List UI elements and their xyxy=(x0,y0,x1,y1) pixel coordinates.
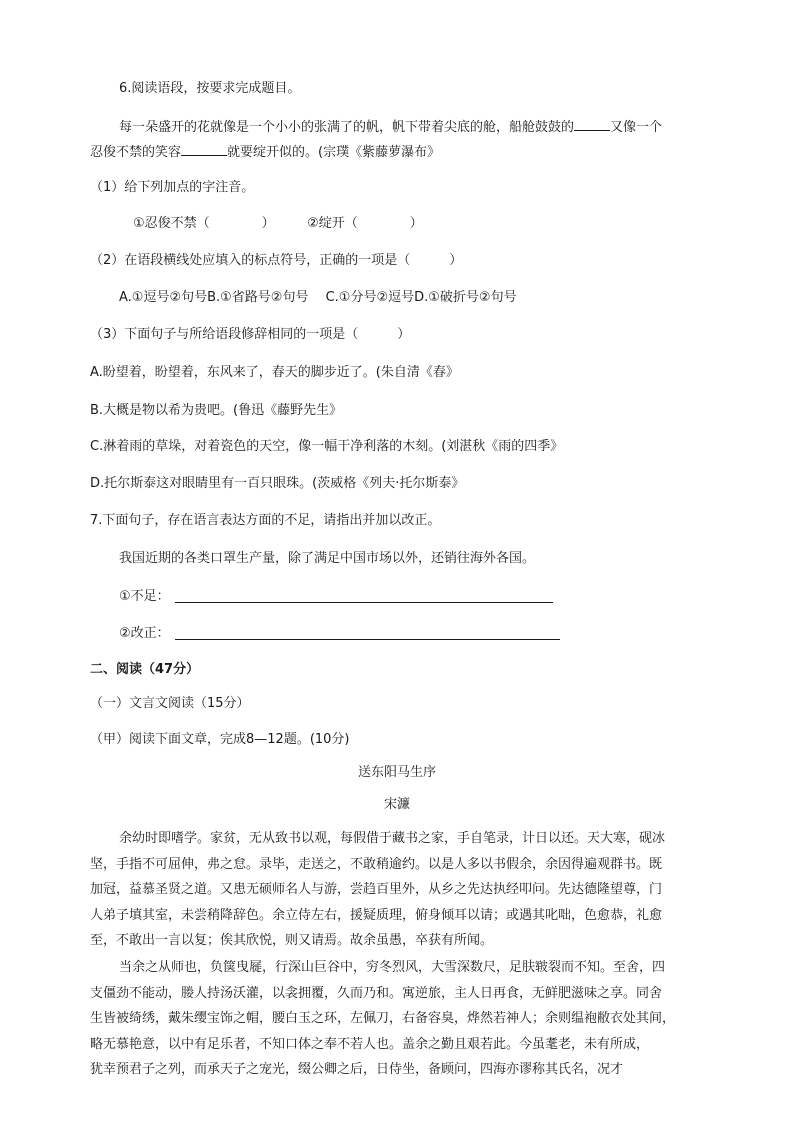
q6-passage-line1-tail: 又像一个 xyxy=(610,120,663,135)
q6-sub1-items: ①忍俊不禁（ ） ②绽开（ ） xyxy=(133,216,423,231)
q6-sub2-options: A.①逗号②句号B.①省路号②句号 C.①分号②逗号D.①破折号②句号 xyxy=(119,290,517,305)
q6-passage-line2-tail: 就要绽开似的。(宗璞《紫藤萝瀑布》 xyxy=(227,145,441,160)
q6-blank-1 xyxy=(574,117,610,131)
essay-p2-line: 犹幸预君子之列，而承天子之宠光，缀公卿之后，日侍坐，备顾问，四海亦谬称其氏名，况才 xyxy=(90,1062,624,1077)
q6-passage-line1 xyxy=(119,117,662,137)
essay-title: 送东阳马生序 xyxy=(357,765,436,780)
q7-title: 7.下面句子，存在语言表达方面的不足，请指出并加以改正。 xyxy=(90,513,441,528)
essay-paragraph-1 xyxy=(90,826,710,954)
essay-p1-line: 加冠，益慕圣贤之道。又患无硕师名人与游，尝趋百里外，从乡之先达执经叩问。先达德隆望尊，门 xyxy=(90,882,663,897)
q7-answer-line-1 xyxy=(175,602,553,603)
q6-option-a: A.盼望着，盼望着，东风来了，春天的脚步近了。(朱自清《春》 xyxy=(90,365,459,380)
q6-sub1: （1）给下列加点的字注音。 xyxy=(90,180,255,195)
essay-p1-line: 余幼时即嗜学。家贫，无从致书以观，每假借于藏书之家，手自笔录，计日以还。天大寒，砚冰 xyxy=(119,831,666,846)
q7-answer-label-2: ②改正： xyxy=(119,626,170,641)
q7-answer-line-2 xyxy=(175,639,560,640)
essay-p1-line: 坚，手指不可屈伸，弗之怠。录毕，走送之，不敢稍逾约。以是人多以书假余，余因得遍观群书。既 xyxy=(90,856,663,872)
essay-p1-line: 人弟子填其室，未尝稍降辞色。余立侍左右，援疑质理，俯身倾耳以请；或遇其叱咄，色愈恭，礼愈 xyxy=(90,907,663,923)
q6-blank-2 xyxy=(181,142,227,156)
q6-passage-line1-text: 每一朵盛开的花就像是一个小小的张满了的帆，帆下带着尖底的舱，船舱鼓鼓的 xyxy=(119,120,575,135)
essay-p2-line: 略无慕艳意，以中有足乐者，不知口体之奉不若人也。盖余之勤且艰若此。今虽耄老，未有所成， xyxy=(90,1036,650,1052)
q6-sub3: （3）下面句子与所给语段修辞相同的一项是（ ） xyxy=(90,327,411,342)
q6-passage-line2 xyxy=(90,142,440,162)
section2-sub2: （甲）阅读下面文章，完成8—12题。(10分) xyxy=(90,732,350,747)
essay-paragraph-2 xyxy=(90,955,710,1083)
section2-sub1: （一）文言文阅读（15分） xyxy=(90,696,250,711)
essay-p2-line: 生皆被绮绣，戴朱缨宝饰之帽，腰白玉之环，左佩刀，右备容臭，烨然若神人；余则缊袍敝衣处其间， xyxy=(90,1011,676,1026)
essay-p2-line: 支僵劲不能动，媵人持汤沃灌，以衾拥覆，久而乃和。寓逆旅，主人日再食，无鲜肥滋味之享。同舍 xyxy=(90,985,663,1001)
essay-p2-line: 当余之从师也，负箧曳屣，行深山巨谷中，穷冬烈风，大雪深数尺，足肤皲裂而不知。至舍，四 xyxy=(119,960,666,975)
q6-option-b: B.大概是物以希为贵吧。(鲁迅《藤野先生》 xyxy=(90,403,343,418)
essay-p1-line: 至，不敢出一言以复；俟其欣悦，则又请焉。故余虽愚，卒获有所闻。 xyxy=(90,933,494,948)
q6-sub2: （2）在语段横线处应填入的标点符号，正确的一项是（ ） xyxy=(90,253,463,268)
q6-option-d: D.托尔斯泰这对眼睛里有一百只眼珠。(茨威格《列夫·托尔斯泰》 xyxy=(90,476,465,491)
q7-answer-label-1: ①不足： xyxy=(119,589,170,604)
section2-heading: 二、阅读（47分） xyxy=(90,662,200,677)
essay-author: 宋濂 xyxy=(383,797,410,812)
q6-option-c: C.淋着雨的草垛，对着瓷色的天空，像一幅干净利落的木刻。(刘湛秋《雨的四季》 xyxy=(90,439,564,454)
q7-sentence: 我国近期的各类口罩生产量，除了满足中国市场以外，还销往海外各国。 xyxy=(119,551,536,566)
q6-title: 6.阅读语段，按要求完成题目。 xyxy=(119,81,301,96)
q6-passage-line2-text: 忍俊不禁的笑容 xyxy=(90,145,182,160)
